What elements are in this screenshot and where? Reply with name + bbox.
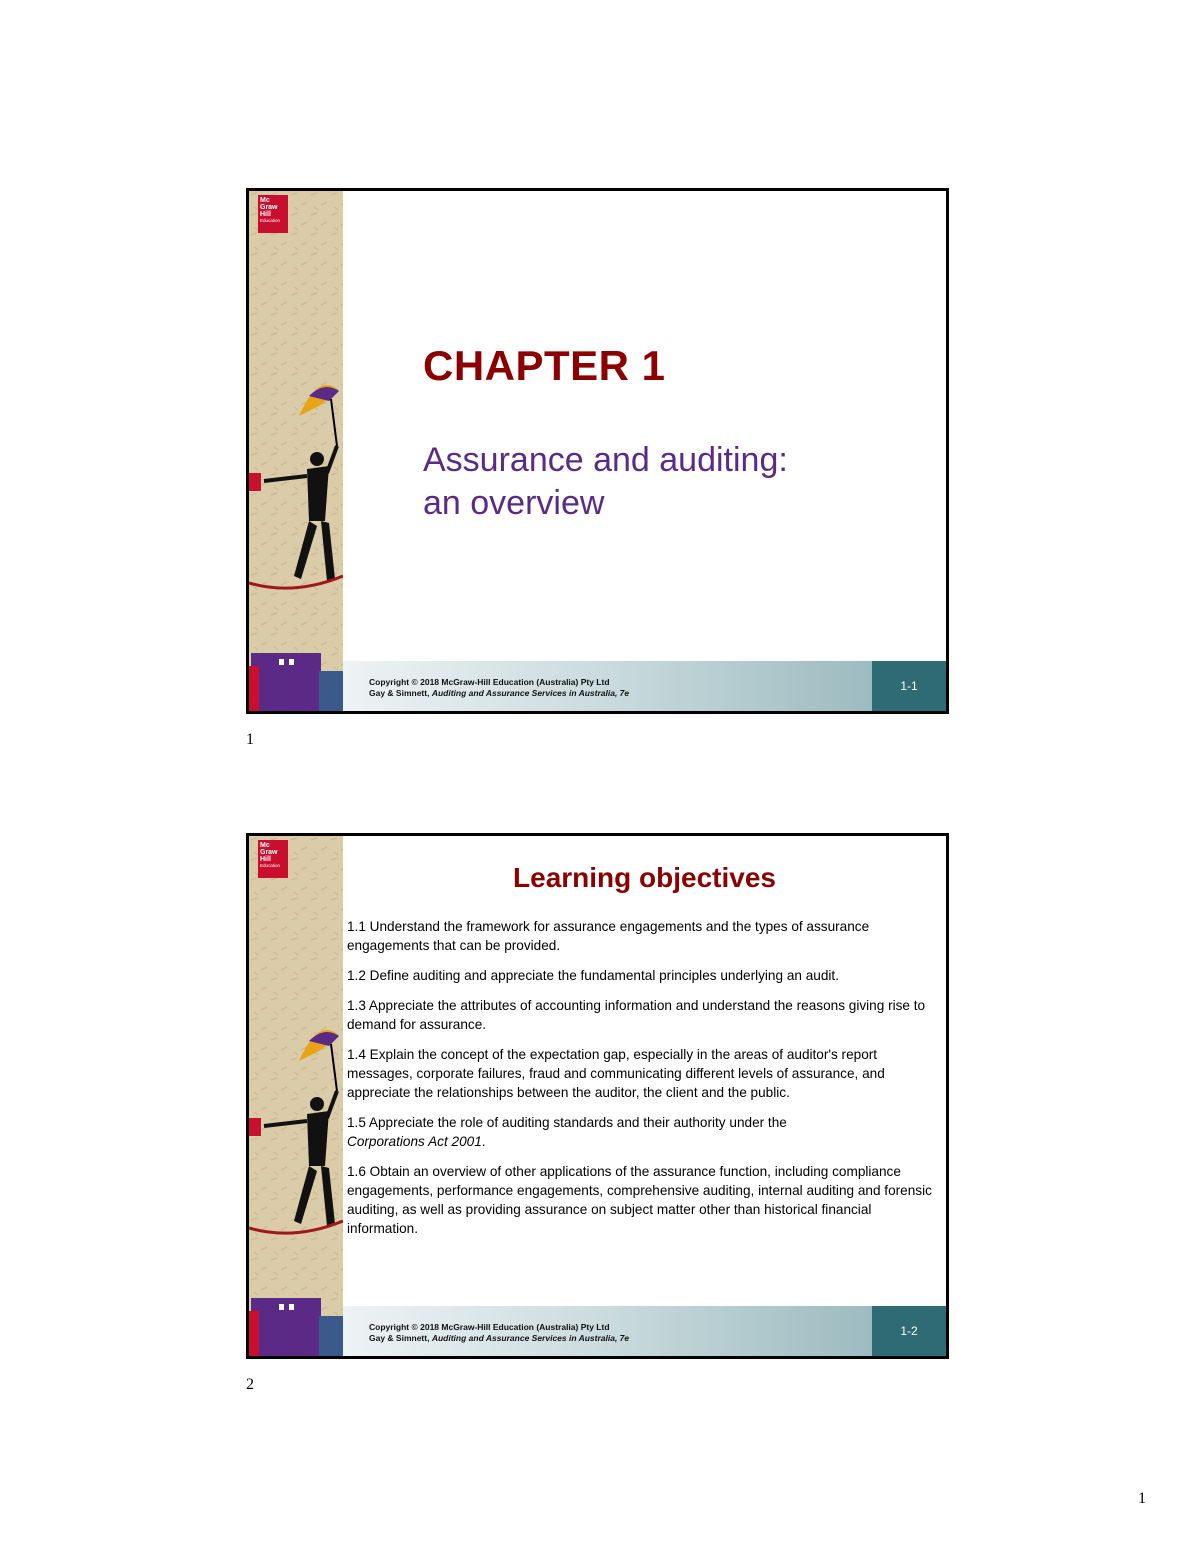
copyright-notice — [369, 1322, 629, 1344]
copyright-authors: Gay & Simnett, — [369, 1333, 430, 1343]
learning-objectives-title: Learning objectives — [513, 862, 776, 893]
objective-item: 1.6 Obtain an overview of other applications of the assurance function, including compliance engagements, performance engagements, comprehensive auditing, internal auditing and forensic auditing, as well as providing assurance on subject matter other than historical financial information. — [347, 1164, 932, 1236]
objective-item: 1.4 Explain the concept of the expectation gap, especially in the areas of auditor's report messages, corporate failures, fraud and communicating different levels of assurance, and appreciate the relationships between the auditor, the client and the public. — [347, 1047, 885, 1100]
objective-5-end: . — [481, 1134, 486, 1149]
logo-text-hill: Hill — [260, 211, 271, 218]
copyright-line-1: Copyright © 2018 McGraw-Hill Education (Australia) Pty Ltd — [369, 1322, 610, 1332]
logo-text-hill: Hill — [260, 856, 271, 863]
slide-number: 1-2 — [872, 1306, 946, 1356]
copyright-line-2 — [369, 1333, 629, 1344]
objective-item — [347, 1113, 937, 1151]
logo-text-mc: Mc — [260, 842, 270, 849]
learning-objectives-list — [347, 917, 937, 1249]
mcgraw-hill-logo — [258, 195, 288, 233]
copyright-book-title: Auditing and Assurance Services in Australia, 7e — [431, 1333, 630, 1343]
chapter-subtitle — [423, 439, 788, 525]
slide-1 — [246, 188, 949, 714]
mcgraw-hill-logo — [258, 840, 288, 878]
copyright-authors: Gay & Simnett, — [369, 688, 430, 698]
copyright-notice — [369, 677, 629, 699]
copyright-book-title: Auditing and Assurance Services in Australia, 7e — [431, 688, 630, 698]
chapter-title: CHAPTER 1 — [423, 342, 666, 389]
slide-number: 1-1 — [872, 661, 946, 711]
objective-5-act: Corporations Act 2001 — [347, 1134, 482, 1149]
objective-item: 1.2 Define auditing and appreciate the fundamental principles underlying an audit. — [347, 968, 839, 983]
art-strip-illustration — [249, 191, 343, 711]
logo-text-graw: Graw — [260, 849, 278, 856]
logo-text-graw: Graw — [260, 204, 278, 211]
copyright-line-2 — [369, 688, 629, 699]
slide-label-2: 2 — [246, 1376, 254, 1393]
logo-text-mc: Mc — [260, 197, 270, 204]
slide-2 — [246, 833, 949, 1359]
objective-item: 1.1 Understand the framework for assurance engagements and the types of assurance engagements that can be provided. — [347, 919, 870, 953]
chapter-subtitle-line-2: an overview — [423, 484, 605, 522]
page-number: 1 — [1138, 1490, 1146, 1507]
chapter-subtitle-line-1: Assurance and auditing: — [423, 441, 788, 479]
slide-label-1: 1 — [246, 731, 254, 748]
objective-item: 1.3 Appreciate the attributes of accounting information and understand the reasons giving rise to demand for assurance. — [347, 998, 926, 1032]
copyright-line-1: Copyright © 2018 McGraw-Hill Education (Australia) Pty Ltd — [369, 677, 610, 687]
objective-5-text: 1.5 Appreciate the role of auditing standards and their authority under the — [347, 1115, 787, 1130]
logo-text-education: Education — [260, 218, 281, 223]
art-strip-illustration — [249, 836, 343, 1356]
logo-text-education: Education — [260, 863, 281, 868]
